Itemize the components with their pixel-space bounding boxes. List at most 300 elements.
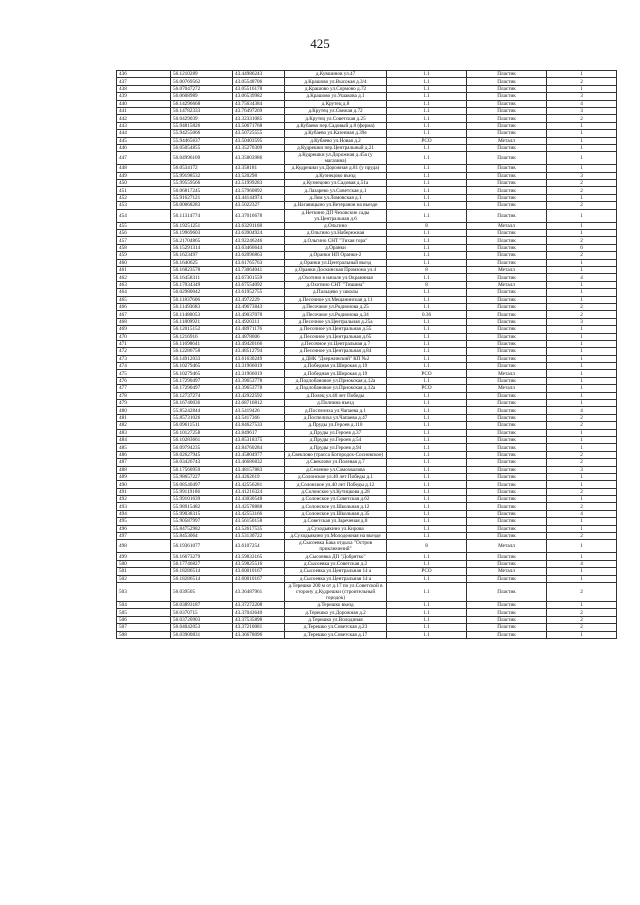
cell-container-count: 1 <box>547 540 617 553</box>
table-row <box>117 237 617 244</box>
cell-longitude: 43.59833165 <box>233 553 285 560</box>
cell-volume: 1.1 <box>387 180 467 187</box>
cell-row-number: 450 <box>117 180 171 187</box>
table-row <box>117 583 617 602</box>
cell-address: д.Крутец ул.Советская д.25 <box>285 115 387 122</box>
cell-longitude: 43.63904924 <box>233 230 285 237</box>
cell-longitude: 43.63466644 <box>233 244 285 251</box>
cell-material: Пластик <box>467 355 547 362</box>
cell-volume: 1.1 <box>387 451 467 458</box>
cell-row-number: 502 <box>117 575 171 582</box>
cell-longitude: 43.5022327 <box>233 202 285 209</box>
table-row <box>117 296 617 303</box>
cell-address: д.Пруды ул.Героев д.37 <box>285 429 387 436</box>
cell-longitude: 43.4920311 <box>233 318 285 325</box>
cell-volume: 1.1 <box>387 488 467 495</box>
cell-container-count: 2 <box>547 503 617 510</box>
cell-volume: 1.1 <box>387 583 467 602</box>
cell-row-number: 494 <box>117 510 171 517</box>
cell-volume: 1.1 <box>387 355 467 362</box>
cell-latitude: 56.14782333 <box>171 107 233 114</box>
cell-row-number: 484 <box>117 436 171 443</box>
cell-address: д.Суходьякино ул.Кирова <box>285 525 387 532</box>
cell-address: д.Охотино СНТ "Тишина" <box>285 281 387 288</box>
cell-row-number: 460 <box>117 259 171 266</box>
cell-material: Пластик <box>467 444 547 451</box>
cell-longitude: 43.48512794 <box>233 348 285 355</box>
cell-volume: 8 <box>387 222 467 229</box>
cell-longitude: 43.37272208 <box>233 602 285 609</box>
table-row <box>117 525 617 532</box>
cell-longitude: 43.5419426 <box>233 407 285 414</box>
cell-latitude: 56.16673279 <box>171 553 233 560</box>
cell-address: д.Кузнецово въезд <box>285 172 387 179</box>
cell-container-count: 4 <box>547 510 617 517</box>
table-row <box>117 172 617 179</box>
table-row <box>117 575 617 582</box>
table-row <box>117 414 617 421</box>
cell-material: Пластик <box>467 78 547 85</box>
cell-latitude: 56.17034349 <box>171 281 233 288</box>
cell-longitude: 43.42553166 <box>233 510 285 517</box>
cell-address: д.Победная ул.Широкая д.19 <box>285 370 387 377</box>
cell-container-count: 1 <box>547 137 617 144</box>
cell-volume: 1.1 <box>387 333 467 340</box>
cell-address: д.Кудрешки ул.Дорожная д.81 (у пруда) <box>285 165 387 172</box>
cell-address: д.Поспелиха ул.Чапаева д.1 <box>285 407 387 414</box>
cell-volume: 1.1 <box>387 459 467 466</box>
table-row <box>117 187 617 194</box>
cell-volume: 1.1 <box>387 165 467 172</box>
cell-longitude: 43.37016678 <box>233 209 285 222</box>
cell-container-count: 1 <box>547 165 617 172</box>
cell-material: Пластик <box>467 525 547 532</box>
cell-longitude: 43.358181 <box>233 165 285 172</box>
cell-volume: 1.1 <box>387 237 467 244</box>
table-row <box>117 259 617 266</box>
cell-row-number: 470 <box>117 333 171 340</box>
cell-volume: 8 <box>387 266 467 273</box>
cell-volume: 1.1 <box>387 518 467 525</box>
cell-material: Металл <box>467 222 547 229</box>
cell-address: д.Крутец д.8 <box>285 100 387 107</box>
cell-longitude: 43.49420166 <box>233 340 285 347</box>
cell-address: д.Крашово ул.Сормово д.72 <box>285 85 387 92</box>
cell-longitude: 43.84760284 <box>233 444 285 451</box>
cell-latitude: 55.99119186 <box>171 488 233 495</box>
cell-longitude: 43.85318375 <box>233 436 285 443</box>
table-row <box>117 400 617 407</box>
cell-latitude: 55.91627121 <box>171 194 233 201</box>
cell-longitude: 43.39653778 <box>233 377 285 384</box>
table-row <box>117 144 617 151</box>
cell-row-number: 440 <box>117 100 171 107</box>
cell-material: Пластик <box>467 107 547 114</box>
cell-address: д.Терешко ул.Дорожная д.2 <box>285 609 387 616</box>
cell-row-number: 445 <box>117 137 171 144</box>
cell-container-count: 2 <box>547 414 617 421</box>
cell-longitude: 43.6107254 <box>233 540 285 553</box>
registry-table-body <box>117 71 617 639</box>
cell-row-number: 436 <box>117 71 171 78</box>
cell-container-count: 1 <box>547 289 617 296</box>
table-row <box>117 274 617 281</box>
cell-row-number: 438 <box>117 85 171 92</box>
cell-row-number: 485 <box>117 444 171 451</box>
cell-material: Металл <box>467 137 547 144</box>
cell-material: Металл <box>467 385 547 392</box>
cell-latitude: 55.94465637 <box>171 137 233 144</box>
cell-volume: 0.36 <box>387 311 467 318</box>
table-row <box>117 377 617 384</box>
cell-row-number: 498 <box>117 540 171 553</box>
cell-latitude: 55.85731026 <box>171 414 233 421</box>
cell-material: Пластик <box>467 510 547 517</box>
cell-longitude: 43.59825516 <box>233 560 285 567</box>
cell-row-number: 468 <box>117 318 171 325</box>
cell-address: д.Песочное ул.Родионова д.34 <box>285 311 387 318</box>
cell-latitude: 56.19251251 <box>171 222 233 229</box>
cell-volume: 8 <box>387 281 467 288</box>
cell-row-number: 491 <box>117 488 171 495</box>
cell-longitude: 43.42922592 <box>233 392 285 399</box>
page-number: 425 <box>310 36 330 51</box>
cell-address: д.Полец ул.40 лет Победы <box>285 392 387 399</box>
cell-volume: 1.1 <box>387 230 467 237</box>
cell-volume: 1.1 <box>387 631 467 638</box>
cell-longitude: 43.44144974 <box>233 194 285 201</box>
cell-material: Пластик <box>467 274 547 281</box>
cell-longitude: 43.46686832 <box>233 459 285 466</box>
cell-row-number: 459 <box>117 252 171 259</box>
cell-address: д.Оранки Доскинская Промзона ул.4 <box>285 266 387 273</box>
cell-latitude: 56.16458311 <box>171 274 233 281</box>
cell-volume: 1.1 <box>387 93 467 100</box>
cell-container-count: 2 <box>547 422 617 429</box>
cell-volume: 1.1 <box>387 466 467 473</box>
cell-address: д.Сысоевка ул.Советская д.2 <box>285 560 387 567</box>
cell-container-count: 2 <box>547 583 617 602</box>
cell-container-count: 3 <box>547 107 617 114</box>
cell-volume: 1.1 <box>387 100 467 107</box>
cell-volume: 1.1 <box>387 496 467 503</box>
cell-material: Пластик <box>467 459 547 466</box>
cell-longitude: 43.67301559 <box>233 274 285 281</box>
cell-longitude: 43.42556281 <box>233 481 285 488</box>
cell-longitude: 43.75634384 <box>233 100 285 107</box>
cell-address: д.Неткино ДП Чеховские сады ул.Центральная д.6 <box>285 209 387 222</box>
cell-latitude: 55.99198532 <box>171 172 233 179</box>
cell-material: Пластик <box>467 414 547 421</box>
cell-row-number: 447 <box>117 152 171 165</box>
cell-row-number: 449 <box>117 172 171 179</box>
cell-container-count: 4 <box>547 560 617 567</box>
cell-latitude: 56.07047272 <box>171 85 233 92</box>
cell-address: д.Подлобановое ул.Приокская д.12а <box>285 377 387 384</box>
cell-material: Металл <box>467 568 547 575</box>
cell-volume: 1.1 <box>387 326 467 333</box>
cell-longitude: 43.84627533 <box>233 422 285 429</box>
table-row <box>117 348 617 355</box>
cell-row-number: 501 <box>117 568 171 575</box>
cell-material: Пластик <box>467 237 547 244</box>
cell-longitude: 43.92246246 <box>233 237 285 244</box>
cell-latitude: 56.18286514 <box>171 568 233 575</box>
cell-longitude: 43.43030548 <box>233 496 285 503</box>
cell-address: д.Терешко въезд <box>285 602 387 609</box>
cell-container-count: 1 <box>547 436 617 443</box>
cell-material: Пластик <box>467 289 547 296</box>
cell-container-count: 1 <box>547 122 617 129</box>
cell-latitude: 56.1210289 <box>171 71 233 78</box>
cell-address: д.Крашово ул.Высокая д.3/4 <box>285 78 387 85</box>
cell-address: д.Песочное ул.Центральная д.25а <box>285 318 387 325</box>
cell-material: Пластик <box>467 488 547 495</box>
table-row <box>117 510 617 517</box>
cell-row-number: 451 <box>117 187 171 194</box>
cell-latitude: 55.99101639 <box>171 496 233 503</box>
cell-address: д.Пальцево у школы <box>285 289 387 296</box>
cell-address: д.Оранки <box>285 244 387 251</box>
cell-row-number: 480 <box>117 407 171 414</box>
cell-row-number: 443 <box>117 122 171 129</box>
cell-material: Пластик <box>467 377 547 384</box>
cell-row-number: 469 <box>117 326 171 333</box>
cell-row-number: 452 <box>117 194 171 201</box>
cell-latitude: 56.12286758 <box>171 348 233 355</box>
cell-latitude: 55.98915482 <box>171 503 233 510</box>
cell-material: Металл <box>467 370 547 377</box>
cell-row-number: 437 <box>117 78 171 85</box>
cell-latitude: 56.17290497 <box>171 385 233 392</box>
table-row <box>117 488 617 495</box>
table-row <box>117 194 617 201</box>
cell-latitude: 56.11480053 <box>171 311 233 318</box>
cell-row-number: 458 <box>117 244 171 251</box>
table-row <box>117 444 617 451</box>
cell-row-number: 466 <box>117 303 171 310</box>
table-row <box>117 100 617 107</box>
cell-container-count: 3 <box>547 466 617 473</box>
cell-longitude: 43.849617 <box>233 429 285 436</box>
cell-latitude: 56.11698641 <box>171 340 233 347</box>
cell-material: Пластик <box>467 85 547 92</box>
cell-volume: 1.1 <box>387 303 467 310</box>
cell-latitude: 56.03426743 <box>171 459 233 466</box>
cell-longitude: 43.5417366 <box>233 414 285 421</box>
cell-material: Пластик <box>467 609 547 616</box>
cell-material: Металл <box>467 266 547 273</box>
cell-longitude: 43.31966019 <box>233 370 285 377</box>
table-row <box>117 436 617 443</box>
cell-longitude: 43.49673843 <box>233 303 285 310</box>
cell-address: д.Терешко ул.Советская д.17 <box>285 631 387 638</box>
cell-volume: 1.1 <box>387 363 467 370</box>
table-row <box>117 340 617 347</box>
cell-latitude: 56.03900831 <box>171 631 233 638</box>
cell-material: Пластик <box>467 152 547 165</box>
cell-material: Пластик <box>467 496 547 503</box>
cell-latitude: 56.21704865 <box>171 237 233 244</box>
cell-row-number: 456 <box>117 230 171 237</box>
cell-latitude: 56.09794235 <box>171 444 233 451</box>
cell-longitude: 43.37043640 <box>233 609 285 616</box>
cell-address: д.Лом ул.Ломовская д.1 <box>285 194 387 201</box>
cell-row-number: 462 <box>117 274 171 281</box>
cell-container-count: 1 <box>547 602 617 609</box>
cell-address: д.Селение ул.Самохвалова <box>285 466 387 473</box>
cell-address: д.Песочное ул.Мещанинская д.11 <box>285 296 387 303</box>
cell-latitude: 56.11809921 <box>171 318 233 325</box>
cell-longitude: 43.49037078 <box>233 311 285 318</box>
cell-container-count: 1 <box>547 222 617 229</box>
cell-volume: 1.1 <box>387 560 467 567</box>
cell-material: Пластик <box>467 252 547 259</box>
cell-row-number: 457 <box>117 237 171 244</box>
cell-latitude: 56.16740036 <box>171 400 233 407</box>
cell-row-number: 453 <box>117 202 171 209</box>
cell-longitude: 43.51999283 <box>233 180 285 187</box>
cell-longitude: 43.06539982 <box>233 93 285 100</box>
cell-latitude: 55.94255066 <box>171 130 233 137</box>
cell-container-count: 1 <box>547 575 617 582</box>
cell-latitude: 55.94815826 <box>171 122 233 129</box>
cell-container-count: 4 <box>547 100 617 107</box>
cell-row-number: 454 <box>117 209 171 222</box>
cell-volume: 1.1 <box>387 436 467 443</box>
table-row <box>117 230 617 237</box>
cell-material: Пластик <box>467 244 547 251</box>
table-row <box>117 222 617 229</box>
cell-longitude: 43.42578888 <box>233 503 285 510</box>
cell-material: Пластик <box>467 422 547 429</box>
cell-material: Пластик <box>467 451 547 458</box>
cell-container-count: 2 <box>547 187 617 194</box>
table-row <box>117 481 617 488</box>
cell-container-count: 1 <box>547 355 617 362</box>
cell-latitude: 56.00068283 <box>171 202 233 209</box>
cell-row-number: 483 <box>117 429 171 436</box>
table-row <box>117 137 617 144</box>
cell-row-number: 505 <box>117 609 171 616</box>
cell-address: д.Сысоевка ул.Центральная 14 а <box>285 568 387 575</box>
table-row <box>117 602 617 609</box>
cell-address: д.Сысоевка ул.Центральная 14 а <box>285 575 387 582</box>
cell-latitude: 56.16823578 <box>171 266 233 273</box>
cell-material: Пластик <box>467 144 547 151</box>
table-row <box>117 152 617 165</box>
cell-container-count: 1 <box>547 194 617 201</box>
cell-row-number: 481 <box>117 414 171 421</box>
cell-longitude: 43.05516178 <box>233 85 285 92</box>
table-row <box>117 78 617 85</box>
cell-volume: 1.1 <box>387 78 467 85</box>
cell-volume: 1.1 <box>387 202 467 209</box>
cell-row-number: 495 <box>117 518 171 525</box>
cell-address: д.Кудрешки пер.Центральный д.21 <box>285 144 387 151</box>
table-row <box>117 473 617 480</box>
cell-container-count: 2 <box>547 451 617 458</box>
cell-volume: 1.1 <box>387 289 467 296</box>
cell-container-count: 4 <box>547 274 617 281</box>
cell-latitude: 55.98657227 <box>171 473 233 480</box>
table-row <box>117 165 617 172</box>
cell-longitude: 43.4262619 <box>233 473 285 480</box>
cell-container-count: 1 <box>547 473 617 480</box>
cell-container-count: 1 <box>547 71 617 78</box>
cell-address: д.ДНК "Дзержинский" КП №2 <box>285 355 387 362</box>
cell-address: д.Сысоевка Бака отдыха "Остров приключений" <box>285 540 387 553</box>
cell-latitude: 56.1623497 <box>171 252 233 259</box>
cell-latitude: 56.17746827 <box>171 560 233 567</box>
cell-container-count: 1 <box>547 230 617 237</box>
cell-row-number: 493 <box>117 503 171 510</box>
cell-material: Пластик <box>467 187 547 194</box>
cell-longitude: 43.37535898 <box>233 616 285 623</box>
cell-row-number: 482 <box>117 422 171 429</box>
cell-volume: 1.1 <box>387 481 467 488</box>
table-row <box>117 363 617 370</box>
cell-volume: 1.1 <box>387 187 467 194</box>
registry-table <box>116 70 617 639</box>
cell-row-number: 486 <box>117 451 171 458</box>
cell-address: д.Солонское ул.Советская д.62 <box>285 496 387 503</box>
cell-row-number: 446 <box>117 144 171 151</box>
cell-volume: 1.1 <box>387 392 467 399</box>
cell-volume: 1.1 <box>387 473 467 480</box>
cell-latitude: 56.02627945 <box>171 451 233 458</box>
cell-address: д.Терешко 200 м от д.17 по ул.Советской в сторону д.Кудрешки (строительный городок) <box>285 583 387 602</box>
cell-longitude: 43.35270309 <box>233 144 285 151</box>
cell-container-count: 2 <box>547 202 617 209</box>
table-row <box>117 429 617 436</box>
cell-material: Пластик <box>467 115 547 122</box>
table-row <box>117 370 617 377</box>
cell-row-number: 508 <box>117 631 171 638</box>
cell-latitude: 56.06817245 <box>171 187 233 194</box>
table-row <box>117 289 617 296</box>
cell-address: д.Пруды ул.Героев д.94 <box>285 444 387 451</box>
cell-volume: 1.1 <box>387 609 467 616</box>
cell-longitude: 43.56150158 <box>233 518 285 525</box>
table-row <box>117 333 617 340</box>
cell-volume: 1.1 <box>387 71 467 78</box>
cell-row-number: 497 <box>117 533 171 540</box>
cell-material: Пластик <box>467 602 547 609</box>
table-row <box>117 122 617 129</box>
cell-volume: 1.1 <box>387 575 467 582</box>
table-row <box>117 503 617 510</box>
cell-material: Пластик <box>467 583 547 602</box>
cell-volume: РСО <box>387 370 467 377</box>
cell-longitude: 43.35803986 <box>233 152 285 165</box>
cell-longitude: 43.520298 <box>233 172 285 179</box>
cell-row-number: 471 <box>117 340 171 347</box>
cell-container-count: 2 <box>547 624 617 631</box>
cell-material: Пластик <box>467 466 547 473</box>
cell-row-number: 474 <box>117 363 171 370</box>
cell-latitude: 56.09611511 <box>171 422 233 429</box>
cell-row-number: 507 <box>117 624 171 631</box>
cell-container-count: 1 <box>547 326 617 333</box>
cell-material: Пластик <box>467 363 547 370</box>
cell-volume: 1.1 <box>387 616 467 623</box>
cell-volume: 1.1 <box>387 348 467 355</box>
cell-container-count: 2 <box>547 252 617 259</box>
cell-container-count: 2 <box>547 616 617 623</box>
cell-row-number: 506 <box>117 616 171 623</box>
cell-longitude: 43.39653778 <box>233 385 285 392</box>
